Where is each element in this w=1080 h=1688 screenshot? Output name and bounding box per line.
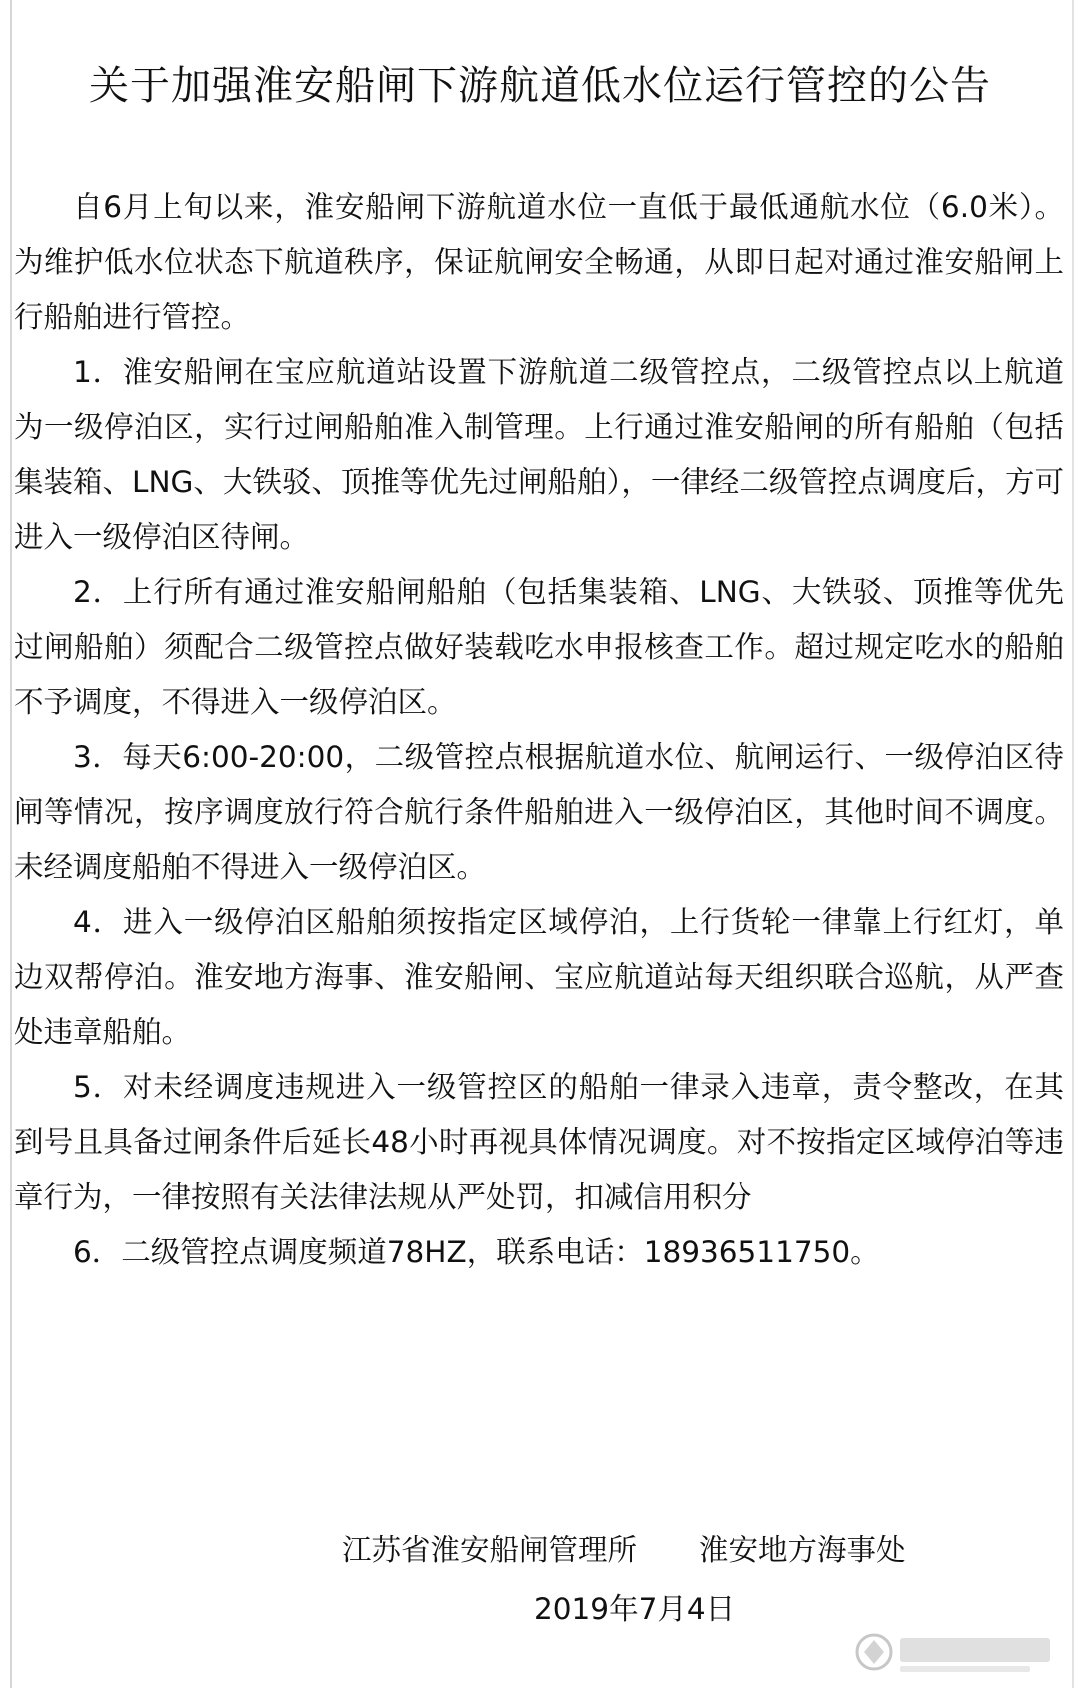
page-edge-left: [10, 0, 12, 1688]
issuing-org-1: 江苏省淮安船闸管理所: [342, 1533, 638, 1567]
intro-paragraph: 自6月上旬以来，淮安船闸下游航道水位一直低于最低通航水位（6.0米）。为维护低水位状态下航道秩序，保证航闸安全畅通，从即日起对通过淮安船闸上行船舶进行管控。: [14, 190, 1064, 334]
item-3-paragraph: 3．每天6:00-20:00，二级管控点根据航道水位、航闸运行、一级停泊区待闸等情况，按序调度放行符合航行条件船舶进入一级停泊区，其他时间不调度。未经调度船舶不得进入一级停泊区。: [14, 740, 1064, 884]
issue-date: 2019年7月4日: [534, 1592, 736, 1626]
page-edge-right: [1072, 0, 1074, 1688]
notice-title: 关于加强淮安船闸下游航道低水位运行管控的公告: [89, 63, 991, 109]
signature-line: [342, 1520, 1042, 1580]
site-logo-watermark-icon: [850, 1626, 1060, 1680]
item-4-paragraph: 4．进入一级停泊区船舶须按指定区域停泊，上行货轮一律靠上行红灯，单边双帮停泊。淮安地方海事、淮安船闸、宝应航道站每天组织联合巡航，从严查处违章船舶。: [14, 905, 1064, 1049]
item-1-paragraph: 1．淮安船闸在宝应航道站设置下游航道二级管控点，二级管控点以上航道为一级停泊区，实行过闸船舶准入制管理。上行通过淮安船闸的所有船舶（包括集装箱、LNG、大铁驳、顶推等优先过闸船舶），一律经二级管控点调度后，方可进入一级停泊区待闸。: [14, 355, 1064, 554]
item-6-paragraph: 6．二级管控点调度频道78HZ，联系电话：18936511750。: [73, 1235, 880, 1269]
issuing-org-2: 淮安地方海事处: [699, 1533, 906, 1567]
notice-body: [14, 180, 1064, 1280]
item-2-paragraph: 2．上行所有通过淮安船闸船舶（包括集装箱、LNG、大铁驳、顶推等优先过闸船舶）须配合二级管控点做好装载吃水申报核查工作。超过规定吃水的船舶不予调度，不得进入一级停泊区。: [14, 575, 1064, 719]
item-5-paragraph: 5．对未经调度违规进入一级管控区的船舶一律录入违章，责令整改，在其到号且具备过闸条件后延长48小时再视具体情况调度。对不按指定区域停泊等违章行为，一律按照有关法律法规从严处罚，扣减信用积分: [14, 1070, 1064, 1214]
